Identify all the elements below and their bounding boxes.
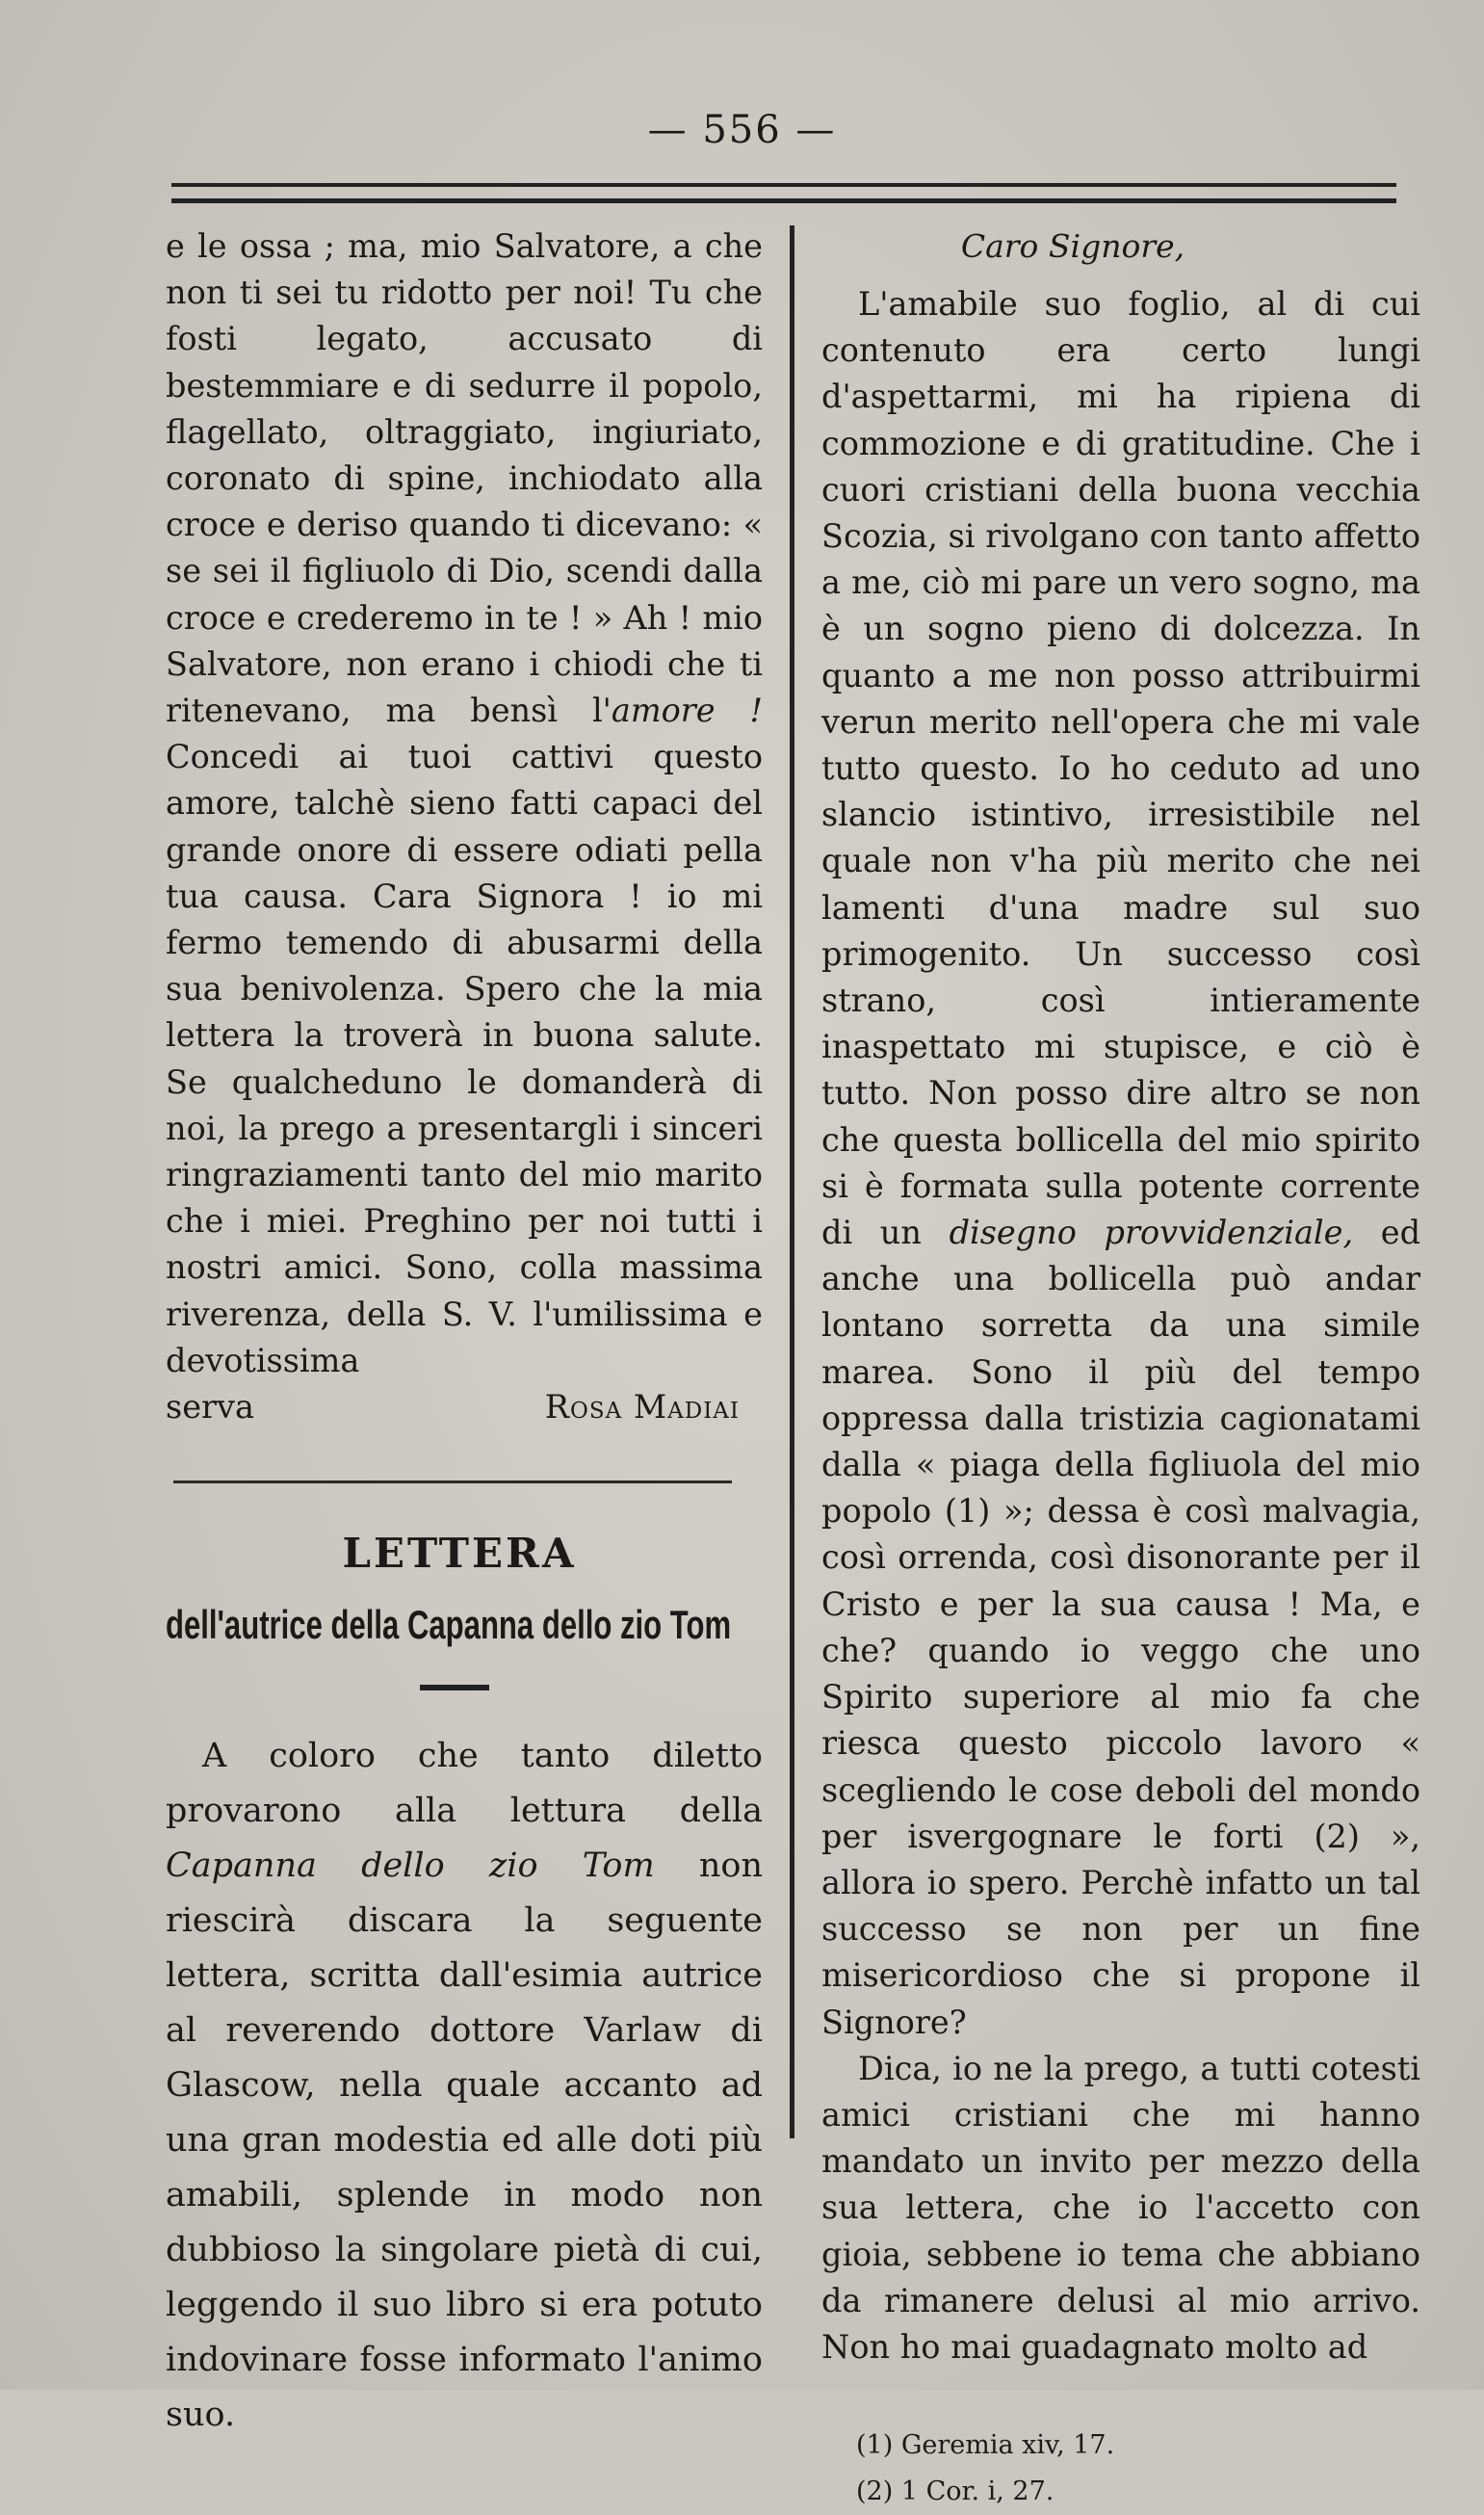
- continuation-end-text: Concedi ai tuoi cattivi questo amore, talchè sieno fatti capaci del grande onore di essere odiati pella tua causa. Cara Signora ! io mi fermo temendo di abusarmi della sua benivolenza. Spero che la mia lettera la troverà in buona salute. Se qualcheduno le domanderà di noi, la prego a presentargli i sinceri ringraziamenti tanto del mio marito che i miei. Preghino per noi tutti i nostri amici. Sono, colla massima riverenza, della S. V. l'umilissima e devotissima: [166, 738, 763, 1379]
- signature-line: [166, 1384, 763, 1430]
- continuation-text: e le ossa ; ma, mio Salvatore, a che non ti sei tu ridotto per noi! Tu che fosti legato, accusato di bestemmiare e di sedurre il popolo, flagellato, oltraggiato, ingiuriato, coronato di spine, inchiodato alla croce e deriso quando ti dicevano: « se sei il figliuolo di Dio, scendi dalla croce e crederemo in te ! » Ah ! mio Salvatore, non erano i chiodi che ti ritenevano, ma bensì l': [166, 227, 763, 730]
- left-column: [166, 223, 763, 2443]
- short-divider: [420, 1685, 489, 1690]
- article-heading: LETTERA: [342, 1530, 577, 1578]
- section-divider: [173, 1480, 732, 1483]
- letter-paragraph-1: [821, 281, 1420, 2046]
- article-intro: [166, 1729, 763, 2443]
- signature-name: Rosa Madiai: [544, 1388, 740, 1427]
- closing-word: serva: [166, 1388, 254, 1427]
- header-double-rule: [171, 183, 1396, 203]
- column-divider: [790, 225, 794, 2138]
- page-number: — 556 —: [647, 108, 837, 152]
- paragraph-1-italic: disegno provvidenziale,: [949, 1214, 1354, 1252]
- intro-text-2: non riescirà discara la seguente lettera, scritta dall'esimia autrice al reverendo dottore Varlaw di Glascow, nella quale accanto ad una gran modestia ed alle doti più amabili, splende in modo non dubbioso la singolare pietà di cui, leggendo il suo libro si era potuto indovinare fosse informato l'animo suo.: [166, 1847, 763, 2435]
- letter-continuation: [166, 223, 763, 1384]
- book-title-italic: Capanna dello zio Tom: [166, 1847, 655, 1886]
- paragraph-1-text-end: ed anche una bollicella può andar lontano sorretta da una simile marea. Sono il più del tempo oppressa dalla tristizia cagionatami dalla « piaga della figliuola del mio popolo (1) »; dessa è così malvagia, così orrenda, così disonorante per il Cristo e per la sua causa ! Ma, e che? quando io veggo che uno Spirito superiore al mio fa che riesca questo piccolo lavoro « scegliendo le cose deboli del mondo per isvergognare le forti (2) », allora io spero. Perchè infatto un tal successo se non per un fine misericordioso che si propone il Signore?: [821, 1214, 1421, 2041]
- paragraph-1-text: L'amabile suo foglio, al di cui contenuto era certo lungi d'aspettarmi, mi ha ripiena di commozione e di gratitudine. Che i cuori cristiani della buona vecchia Scozia, si rivolgano con tanto affetto a me, ciò mi pare un vero sogno, ma è un sogno pieno di dolcezza. In quanto a me non posso attribuirmi verun merito nell'opera che mi vale tutto questo. Io ho ceduto ad uno slancio istintivo, irresistibile nel quale non v'ha più merito che nei lamenti d'una madre sul suo primogenito. Un successo così strano, così intieramente inaspettato mi stupisce, e ciò è tutto. Non posso dire altro se non che questa bollicella del mio spirito si è formata sulla potente corrente di un: [821, 285, 1420, 1252]
- footnote-1: (1) Geremia xiv, 17.: [856, 2430, 1115, 2461]
- article-subheading: dell'autrice della Capanna dello zio Tom: [166, 1602, 732, 1648]
- continuation-italic: amore !: [611, 692, 763, 730]
- letter-paragraph-2: Dica, io ne la prego, a tutti cotesti amici cristiani che mi hanno mandato un invito per mezzo della sua lettera, che io l'accetto con gioia, sebbene io tema che abbiano da rimanere delusi al mio arrivo. Non ho mai guadagnato molto ad: [821, 2049, 1420, 2366]
- intro-text-1: A coloro che tanto diletto provarono alla lettura della: [166, 1737, 763, 1831]
- letter-salutation: Caro Signore,: [960, 227, 1185, 265]
- right-column: [821, 223, 1420, 2515]
- footnote-2: (2) 1 Cor. i, 27.: [856, 2476, 1054, 2507]
- footnotes: [821, 2423, 1420, 2515]
